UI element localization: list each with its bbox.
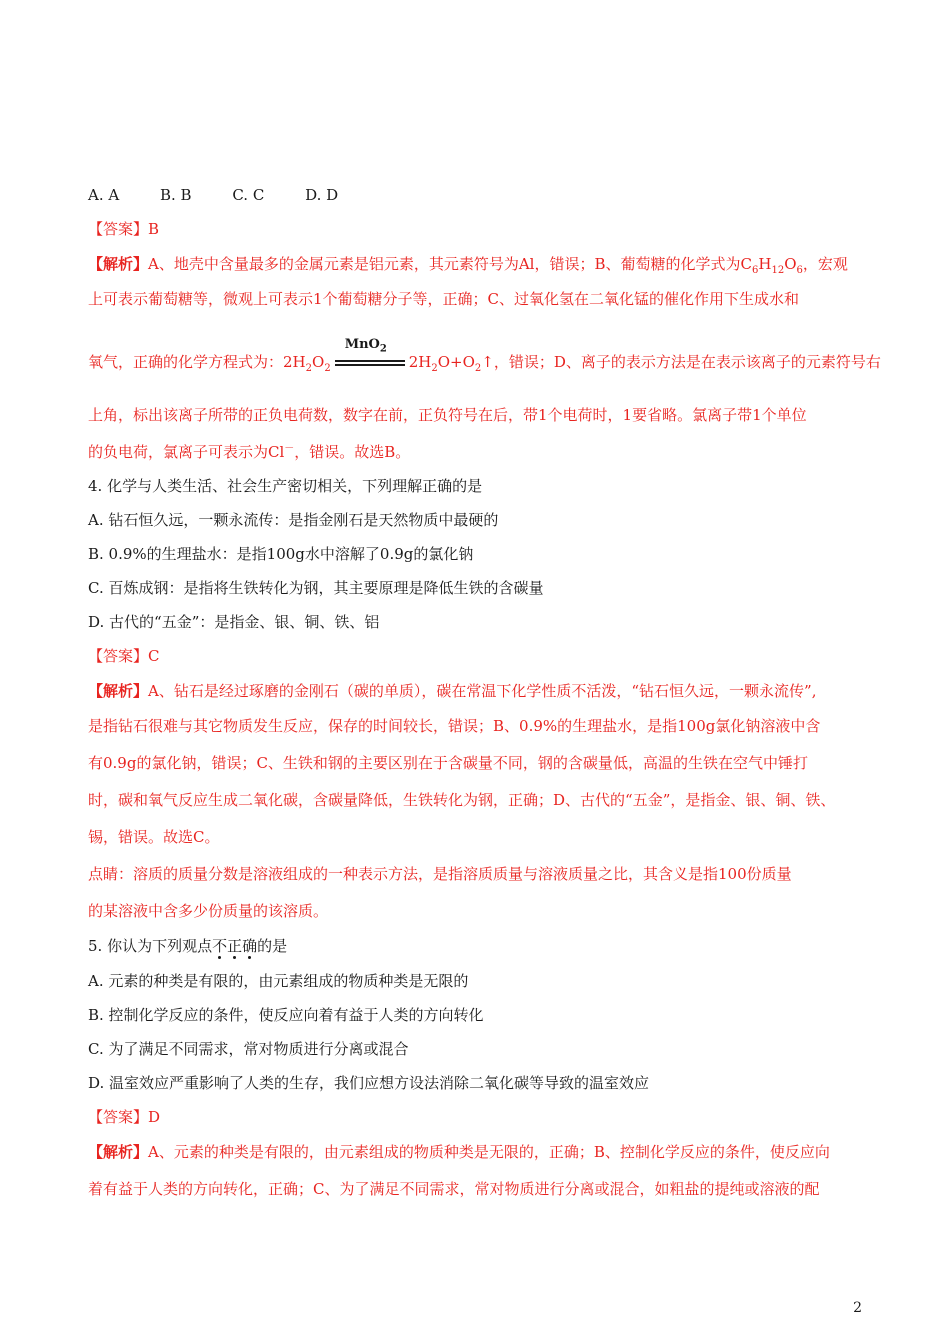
emphasis-text: 不正确 (212, 937, 257, 955)
q4-tip-line-1: 点睛：溶质的质量分数是溶液组成的一种表示方法，是指溶质质量与溶液质量之比，其含义是指100份质量 (88, 865, 792, 883)
q5-option-b: B. 控制化学反应的条件，使反应向着有益于人类的方向转化 (88, 1006, 484, 1024)
page-number: 2 (853, 1300, 862, 1316)
q5-stem: 5. 你认为下列观点不正确 的是 (88, 935, 868, 957)
q3-choice-a: A. A (88, 186, 120, 204)
q4-option-b: B. 0.9%的生理盐水：是指100g水中溶解了0.9g的氯化钠 (88, 545, 474, 563)
q4-option-c: C. 百炼成钢：是指将生铁转化为钢，其主要原理是降低生铁的含碳量 (88, 579, 544, 597)
q3-answer: 【答案】B (88, 220, 160, 238)
q3-choice-d: D. D (305, 186, 339, 204)
glucose-formula: $C_6H_{12}O_6$ (740, 255, 803, 276)
q3-choice-c: C. C (232, 186, 265, 204)
q3-analysis-line-5: 的负电荷，氯离子可表示为Cl－，错误。故选B。 (88, 443, 411, 461)
q3-analysis-line-1: 【解析】A、地壳中含量最多的金属元素是铝元素，其元素符号为Al，错误；B、葡萄糖的化学式为$C_6H_{12}O_6$，宏观 (88, 255, 848, 276)
q5-option-a: A. 元素的种类是有限的，由元素组成的物质种类是无限的 (88, 972, 469, 990)
equation-left: $2H_2O_2$ (283, 353, 331, 374)
q4-analysis-line-1: 【解析】A、钻石是经过琢磨的金刚石（碳的单质），碳在常温下化学性质不活泼，“钻石恒久远，一颗永流传”, (88, 682, 817, 700)
q3-analysis-line-2: 上可表示葡萄糖等，微观上可表示1个葡萄糖分子等，正确；C、过氧化氢在二氧化锰的催化作用下生成水和 (88, 290, 800, 308)
q4-analysis-line-4: 时，碳和氧气反应生成二氧化碳，含碳量降低，生铁转化为钢，正确；D、古代的“五金”，是指金、银、铜、铁、 (88, 791, 836, 809)
q4-stem: 4. 化学与人类生活、社会生产密切相关，下列理解正确的是 (88, 477, 483, 495)
q3-analysis-line-3: 氧气，正确的化学方程式为：$2H_2O_2$ MnO$_2$ $2H_2O+O_2↑$，错误；D、离子的表示方法是在表示该离子的元素符号右 (88, 337, 881, 374)
q5-option-d: D. 温室效应严重影响了人类的生存，我们应想方设法消除二氧化碳等导致的温室效应 (88, 1074, 650, 1092)
q5-answer: 【答案】D (88, 1108, 161, 1126)
q4-analysis-line-5: 锡，错误。故选C。 (88, 828, 220, 846)
q4-analysis-line-2: 是指钻石很难与其它物质发生反应，保存的时间较长，错误；B、0.9%的生理盐水，是指100g氯化钠溶液中含 (88, 717, 821, 735)
equation-right: $2H_2O+O_2↑$ (408, 353, 494, 374)
q4-option-d: D. 古代的“五金”：是指金、银、铜、铁、铝 (88, 613, 380, 631)
q4-option-a: A. 钻石恒久远，一颗永流传：是指金刚石是天然物质中最硬的 (88, 511, 499, 529)
q5-option-c: C. 为了满足不同需求，常对物质进行分离或混合 (88, 1040, 409, 1058)
q3-choices (88, 184, 868, 206)
q3-analysis-line-4: 上角，标出该离子所带的正负电荷数，数字在前，正负符号在后，带1个电荷时，1要省略。氯离子带1个单位 (88, 406, 807, 424)
q4-answer: 【答案】C (88, 647, 160, 665)
q5-analysis-line-1: 【解析】A、元素的种类是有限的，由元素组成的物质种类是无限的，正确；B、控制化学反应的条件，使反应向 (88, 1143, 830, 1161)
reaction-condition: MnO$_2$ (335, 352, 405, 374)
analysis-tag: 【解析】 (88, 255, 149, 273)
q4-analysis-line-3: 有0.9g的氯化钠，错误；C、生铁和钢的主要区别在于含碳量不同，钢的含碳量低，高温的生铁在空气中锤打 (88, 754, 808, 772)
q5-analysis-line-2: 着有益于人类的方向转化，正确；C、为了满足不同需求，常对物质进行分离或混合，如粗盐的提纯或溶液的配 (88, 1180, 820, 1198)
q4-tip-line-2: 的某溶液中含多少份质量的该溶质。 (88, 902, 329, 920)
q3-choice-b: B. B (159, 186, 192, 204)
